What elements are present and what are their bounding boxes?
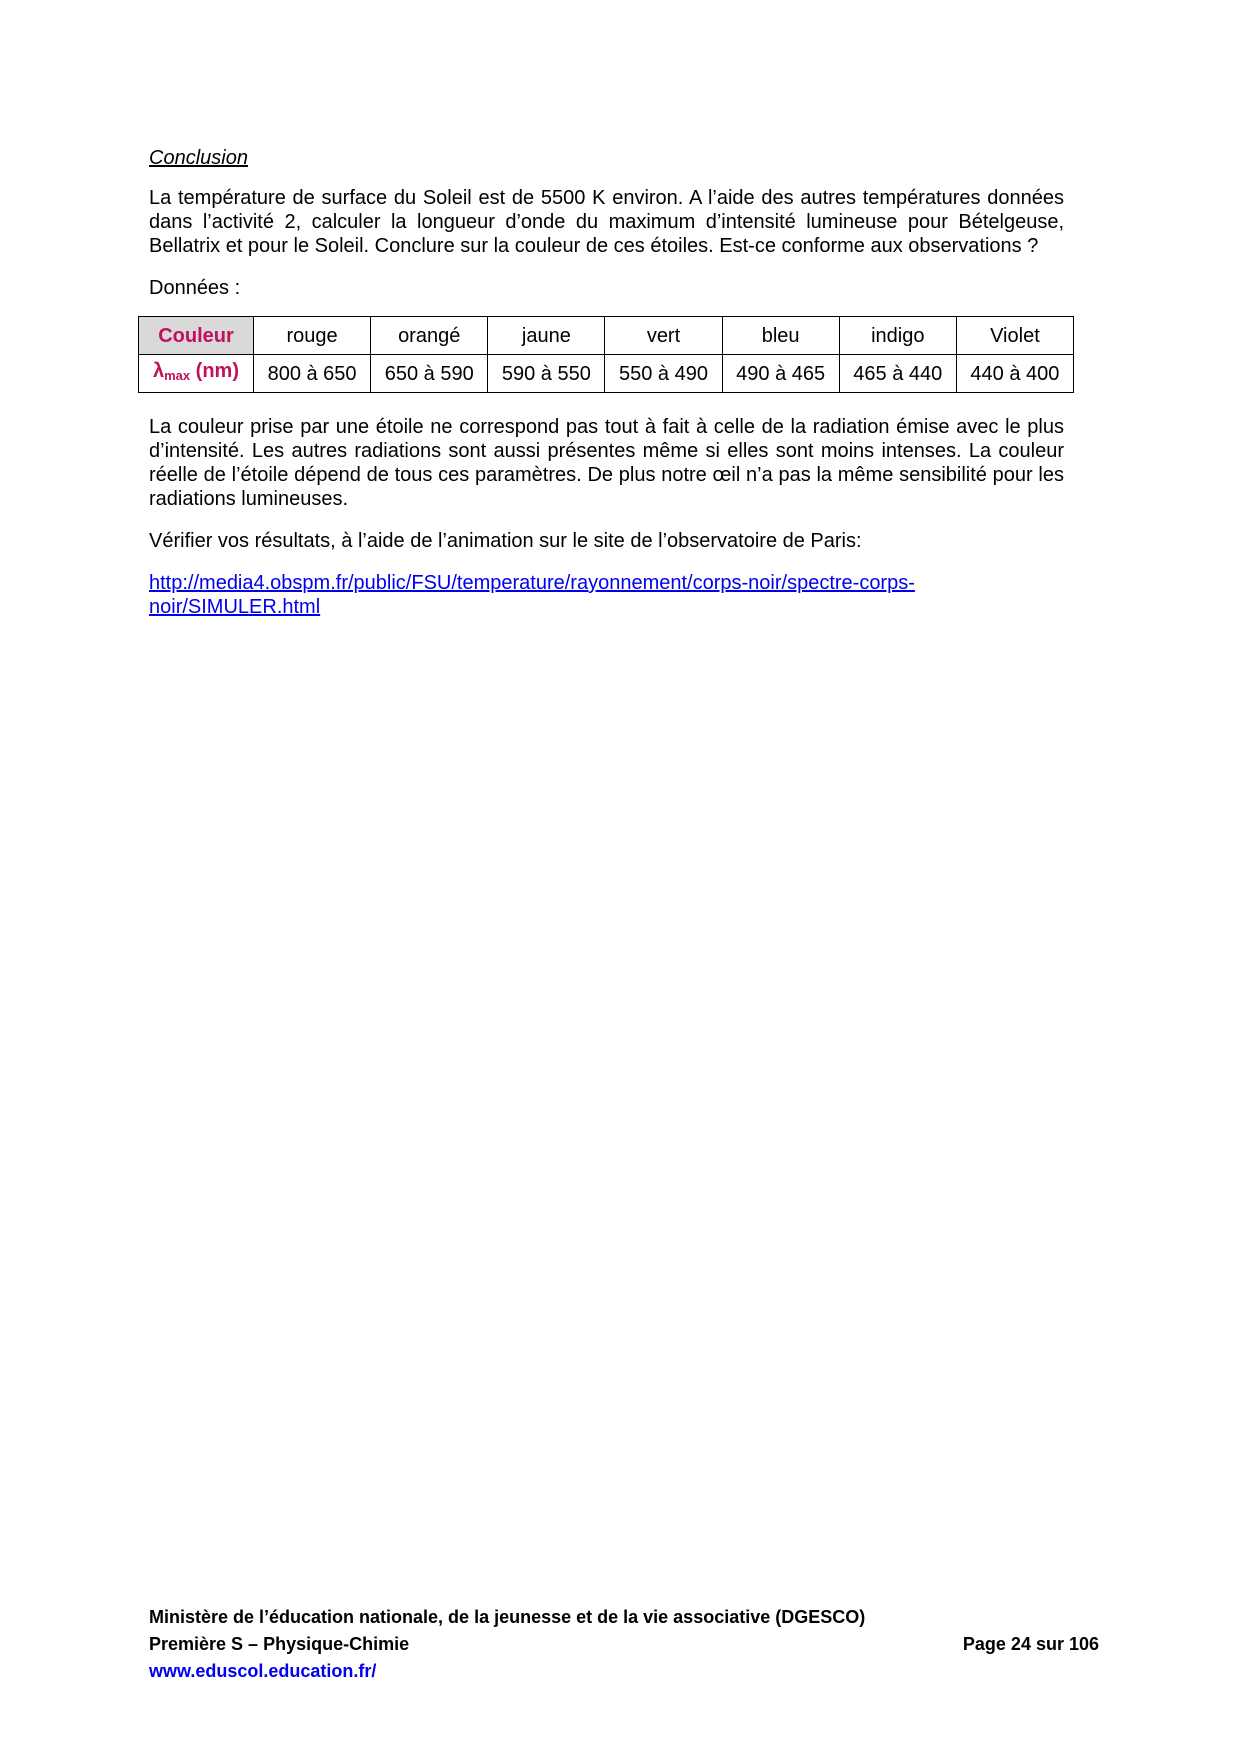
wavelength-cell: 465 à 440 (839, 355, 956, 393)
footer-page-number: Page 24 sur 106 (962, 1634, 1099, 1654)
color-cell: jaune (488, 317, 605, 355)
page-footer (149, 1604, 1099, 1685)
footer-row (149, 1631, 1099, 1658)
color-cell: indigo (839, 317, 956, 355)
wavelength-cell: 550 à 490 (605, 355, 722, 393)
footer-website-link[interactable]: www.eduscol.education.fr/ (149, 1661, 377, 1681)
color-row (139, 317, 1074, 355)
conclusion-paragraph: La température de surface du Soleil est de 5500 K environ. A l’aide des autres températures données dans l’activité 2, calculer la longueur d’onde du maximum d’intensité lumineuse pour Bételgeuse, Bellatrix et pour le Soleil. Conclure sur la couleur de ces étoiles. Est-ce conforme aux observations ? (149, 187, 1064, 257)
color-cell: bleu (722, 317, 839, 355)
section-heading: Conclusion (149, 147, 248, 169)
link-line-2[interactable]: noir/SIMULER.html (149, 596, 321, 618)
simulation-link[interactable] (149, 572, 915, 618)
wavelength-cell: 650 à 590 (371, 355, 488, 393)
verify-paragraph: Vérifier vos résultats, à l’aide de l’animation sur le site de l’observatoire de Paris: (149, 530, 862, 552)
color-row-header: Couleur (139, 317, 254, 355)
footer-course: Première S – Physique-Chimie (149, 1634, 410, 1654)
lambda-symbol: λ (152, 360, 165, 382)
color-wavelength-table (138, 316, 1074, 393)
wavelength-cell: 590 à 550 (488, 355, 605, 393)
wavelength-row (139, 355, 1074, 393)
data-label: Données : (149, 277, 241, 299)
lambda-unit: (nm) (190, 360, 240, 382)
color-cell: rouge (254, 317, 371, 355)
color-cell: vert (605, 317, 722, 355)
wavelength-row-header (139, 355, 254, 393)
color-cell: Violet (956, 317, 1073, 355)
lambda-subscript: max (164, 368, 191, 383)
wavelength-cell: 800 à 650 (254, 355, 371, 393)
wavelength-cell: 440 à 400 (956, 355, 1073, 393)
footer-ministry: Ministère de l’éducation nationale, de la jeunesse et de la vie associative (DGESCO) (149, 1607, 866, 1627)
link-line-1[interactable]: http://media4.obspm.fr/public/FSU/temperature/rayonnement/corps-noir/spectre-corps- (149, 572, 915, 594)
color-explanation-paragraph: La couleur prise par une étoile ne correspond pas tout à fait à celle de la radiation émise avec le plus d’intensité. Les autres radiations sont aussi présentes même si elles sont moins intenses. La couleur réelle de l’étoile dépend de tous ces paramètres. De plus notre œil n’a pas la même sensibilité pour les radiations lumineuses. (149, 416, 1064, 510)
simulation-link-block (149, 571, 1064, 619)
color-cell: orangé (371, 317, 488, 355)
page-content (149, 146, 1064, 637)
wavelength-cell: 490 à 465 (722, 355, 839, 393)
